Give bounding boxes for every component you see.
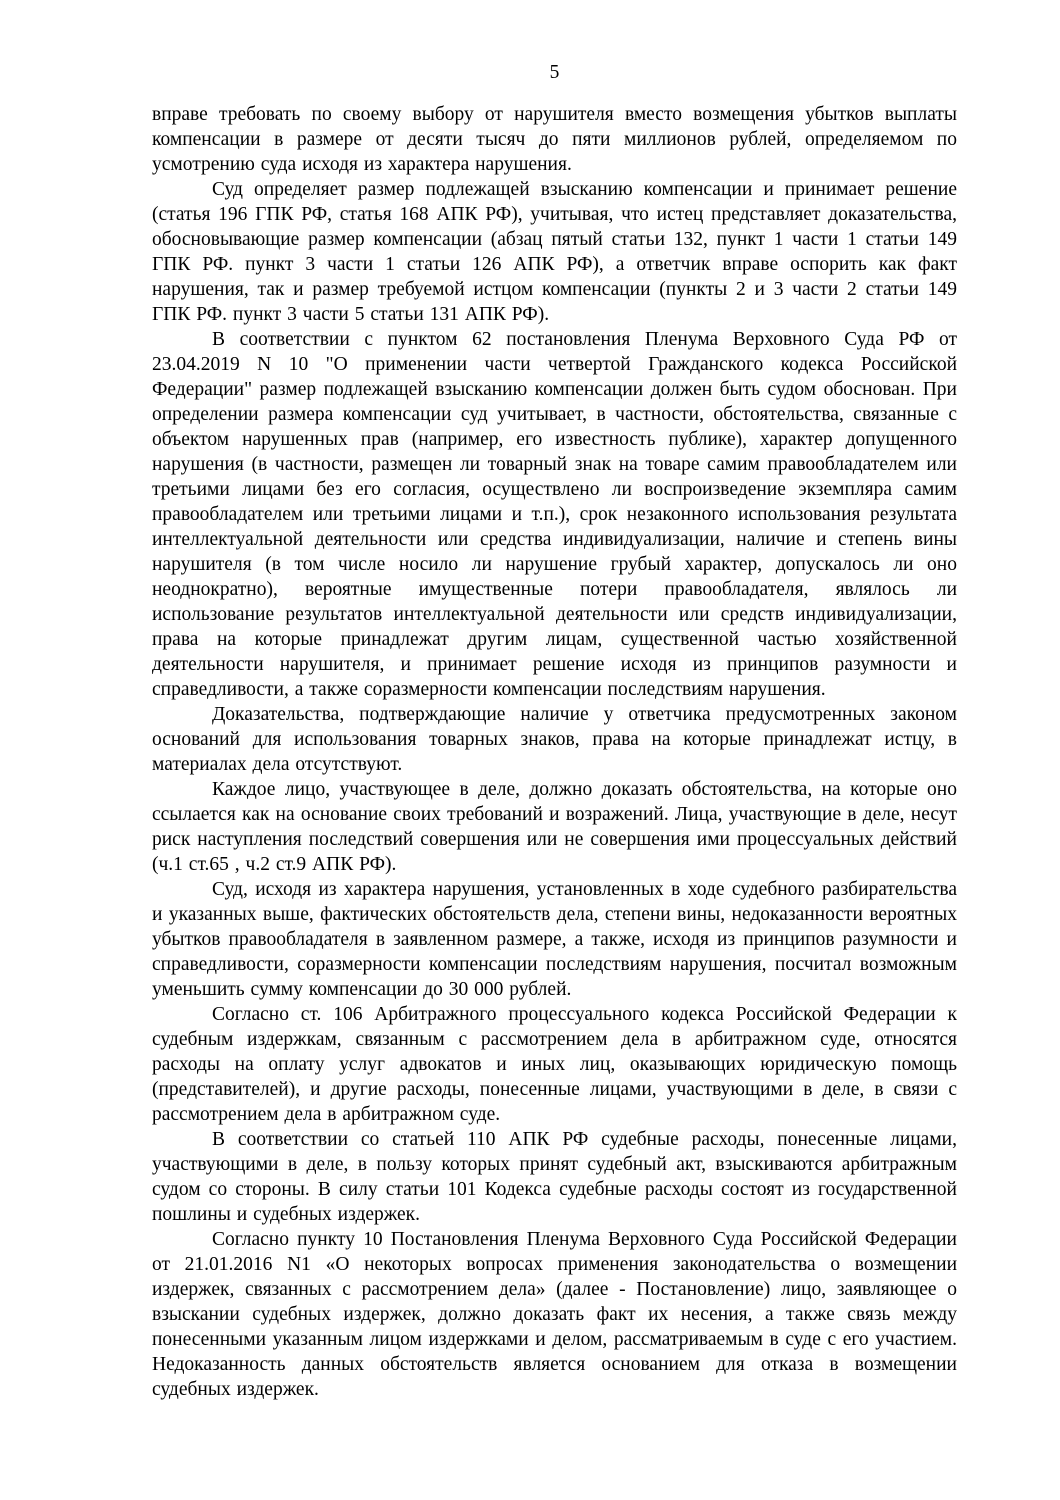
paragraph: В соответствии со статьей 110 АПК РФ судебные расходы, понесенные лицами, участвующими в деле, в пользу которых принят судебный акт, взыскиваются арбитражным судом со стороны. В силу статьи 101 Кодекса судебные расходы состоят из государственной пошлины и судебных издержек.: [152, 1129, 957, 1225]
paragraph: Каждое лицо, участвующее в деле, должно доказать обстоятельства, на которые оно ссылается как на основание своих требований и возражений. Лица, участвующие в деле, несут риск наступления последствий совершения или не совершения ими процессуальных действий (ч.1 ст.65 , ч.2 ст.9 АПК РФ).: [152, 779, 957, 875]
paragraph: вправе требовать по своему выбору от нарушителя вместо возмещения убытков выплаты компенсации в размере от десяти тысяч до пяти миллионов рублей, определяемом по усмотрению суда исходя из характера нарушения.: [152, 104, 957, 175]
paragraph: Согласно ст. 106 Арбитражного процессуального кодекса Российской Федерации к судебным издержкам, связанным с рассмотрением дела в арбитражном суде, относятся расходы на оплату услуг адвокатов и иных лиц, оказывающих юридическую помощь (представителей), и другие расходы, понесенные лицами, участвующими в деле, в связи с рассмотрением дела в арбитражном суде.: [152, 1004, 957, 1125]
paragraph: Доказательства, подтверждающие наличие у ответчика предусмотренных законом оснований для использования товарных знаков, права на которые принадлежат истцу, в материалах дела отсутствуют.: [152, 704, 957, 775]
paragraph: Суд, исходя из характера нарушения, установленных в ходе судебного разбирательства и указанных выше, фактических обстоятельств дела, степени вины, недоказанности вероятных убытков правообладателя в заявленном размере, а также, исходя из принципов разумности и справедливости, соразмерности компенсации последствиям нарушения, посчитал возможным уменьшить сумму компенсации до 30 000 рублей.: [152, 879, 957, 1000]
page-number: 5: [549, 62, 560, 83]
paragraph: В соответствии с пунктом 62 постановления Пленума Верховного Суда РФ от 23.04.2019 N 10 "О применении части четвертой Гражданского кодекса Российской Федерации" размер подлежащей взысканию компенсации должен быть судом обоснован. При определении размера компенсации суд учитывает, в частности, обстоятельства, связанные с объектом нарушенных прав (например, его известность публике), характер допущенного нарушения (в частности, размещен ли товарный знак на товаре самим правообладателем или третьими лицами без его согласия, осуществлено ли воспроизведение экземпляра самим правообладателем или третьими лицами и т.п.), срок незаконного использования результата интеллектуальной деятельности или средства индивидуализации, наличие и степень вины нарушителя (в том числе носило ли нарушение грубый характер, допускалось ли оно неоднократно), вероятные имущественные потери правообладателя, являлось ли использование результатов интеллектуальной деятельности или средств индивидуализации, права на которые принадлежат другим лицам, существенной частью хозяйственной деятельности нарушителя, и принимает решение исходя из принципов разумности и справедливости, а также соразмерности компенсации последствиям нарушения.: [152, 329, 957, 700]
paragraph: Суд определяет размер подлежащей взысканию компенсации и принимает решение (статья 196 ГПК РФ, статья 168 АПК РФ), учитывая, что истец представляет доказательства, обосновывающие размер компенсации (абзац пятый статьи 132, пункт 1 части 1 статьи 149 ГПК РФ. пункт 3 части 1 статьи 126 АПК РФ), а ответчик вправе оспорить как факт нарушения, так и размер требуемой истцом компенсации (пункты 2 и 3 части 2 статьи 149 ГПК РФ. пункт 3 части 5 статьи 131 АПК РФ).: [152, 179, 957, 325]
paragraph: Согласно пункту 10 Постановления Пленума Верховного Суда Российской Федерации от 21.01.2016 N1 «О некоторых вопросах применения законодательства о возмещении издержек, связанных с рассмотрением дела» (далее - Постановление) лицо, заявляющее о взыскании судебных издержек, должно доказать факт их несения, а также связь между понесенными указанным лицом издержками и делом, рассматриваемым в суде с его участием. Недоказанность данных обстоятельств является основанием для отказа в возмещении судебных издержек.: [152, 1229, 957, 1400]
